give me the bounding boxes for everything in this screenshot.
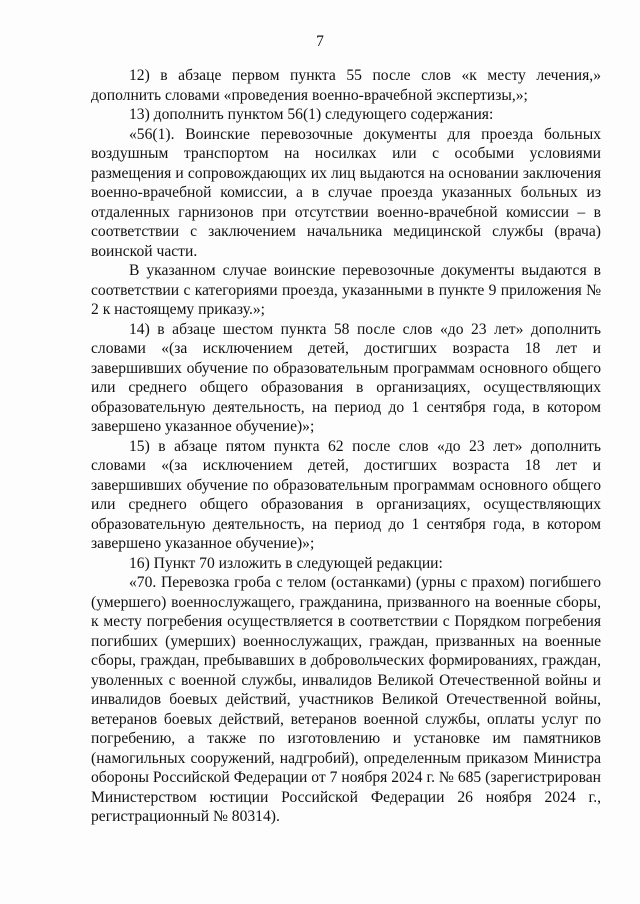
paragraph-item-12: 12) в абзаце первом пункта 55 после слов «к месту лечения,» дополнить словами «проведения военно-врачебной экспертизы,»; [91,67,601,104]
paragraph-item-13: 13) дополнить пунктом 56(1) следующего содержания: [129,106,494,123]
document-body [91,66,601,827]
quoted-point-56-1-continuation: В указанном случае воинские перевозочные документы выдаются в соответствии с категориями проезда, указанными в пункте 9 приложения № 2 к настоящему приказу.»; [91,262,601,318]
page-number: 7 [316,33,324,50]
paragraph-item-15: 15) в абзаце пятом пункта 62 после слов «до 23 лет» дополнить словами «(за исключением детей, достигших возраста 18 лет и завершивших обучение по образовательным программам основного общего или среднего общего образования в организациях, осуществляющих образовательную деятельность, на период до 1 сентября года, в котором завершено указанное обучение)»; [91,437,601,552]
paragraph-item-16: 16) Пункт 70 изложить в следующей редакции: [129,554,443,572]
paragraph-item-14: 14) в абзаце шестом пункта 58 после слов «до 23 лет» дополнить словами «(за исключением детей, достигших возраста 18 лет и завершивших обучение по образовательным программам основного общего или среднего общего образования в организациях, осуществляющих образовательную деятельность, на период до 1 сентября года, в котором завершено указанное обучение)»; [91,320,601,435]
quoted-point-56-1: «56(1). Воинские перевозочные документы для проезда больных воздушным транспортом на носилках или с особыми условиями размещения и сопровождающих их лиц выдаются на основании заключения военно-врачебной комиссии, а в случае проезда указанных больных из отдаленных гарнизонов при отсутствии военно-врачебной комиссии – в соответствии с заключением начальника медицинской службы (врача) воинской части. [91,125,601,260]
quoted-point-70: «70. Перевозка гроба с телом (останками) (урны с прахом) погибшего (умершего) военнослужащего, гражданина, призванного на военные сборы, к месту погребения осуществляется в соответствии с Порядком погребения погибших (умерших) военнослужащих, граждан, призванных на военные сборы, граждан, пребывавших в добровольческих формированиях, граждан, уволенных с военной службы, инвалидов Великой Отечественной войны и инвалидов боевых действий, участников Великой Отечественной войны, ветеранов боевых действий, ветеранов военной службы, оплаты услуг по погребению, а также по изготовлению и установке им памятников (намогильных сооружений, надгробий), определенным приказом Министра обороны Российской Федерации от 7 ноября 2024 г. № 685 (зарегистрирован Министерством юстиции Российской Федерации 26 ноября 2024 г., регистрационный № 80314). [91,574,601,825]
